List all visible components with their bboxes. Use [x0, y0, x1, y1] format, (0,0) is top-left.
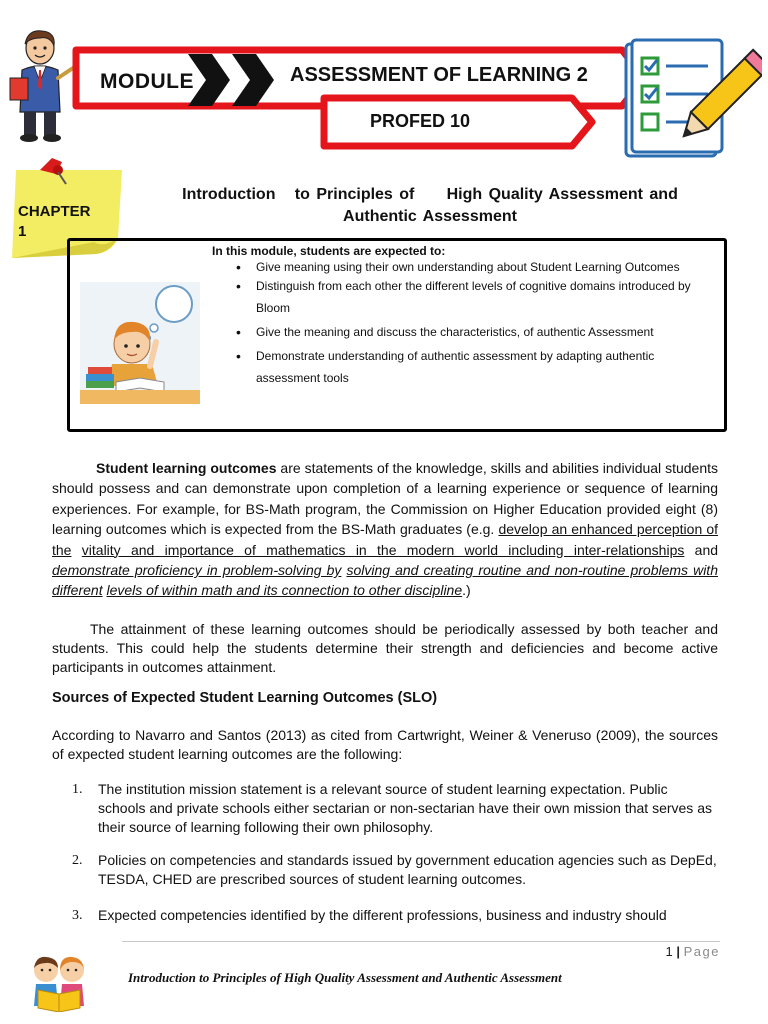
- objective-item: • Give the meaning and discuss the characteristics, of authentic Assessment: [236, 321, 696, 343]
- underlined-text: develop an enhanced perception of the: [52, 521, 719, 558]
- list-number: 1.: [72, 782, 83, 797]
- chapter-number: 1: [18, 223, 27, 240]
- sources-list: [72, 851, 718, 889]
- text-run: The attainment of these learning outcomes should be periodically assessed by both teacher and students. This could help the students determine their strength and deficiencies and become active participants in outcomes attainment.: [52, 621, 718, 675]
- module-banner: [62, 42, 652, 154]
- underlined-italic-text: levels of within math and its connection to other discipline: [106, 582, 463, 599]
- text-run: .): [462, 582, 471, 599]
- page-number: [666, 944, 721, 959]
- section-heading: Sources of Expected Student Learning Outcomes (SLO): [52, 690, 438, 706]
- list-number: 2.: [72, 853, 83, 868]
- page-number-value: 1: [665, 944, 673, 959]
- pushpin-icon: [36, 154, 76, 190]
- footer-divider: [122, 941, 720, 942]
- list-number: 3.: [72, 908, 83, 923]
- list-text: The institution mission statement is a relevant source of student learning expectation. Public schools and private schools either sectarian or non-sectarian have their own mission that serves as their source of learning following their own philosophy.: [98, 781, 712, 835]
- kids-reading-illustration: [18, 950, 100, 1012]
- text-run: are statements of the knowledge, skills and abilities individual students should possess and can demonstrate upon completion of a learning experience or sequence of learning experiences. For example, for BS-Math program, the Commission on Higher Education provided eight (8) learning outcomes which is expected from the BS-Math graduates (e.g.: [52, 460, 718, 538]
- objectives-list: [236, 259, 696, 389]
- list-text: Policies on competencies and standards issued by government education agencies such as DepEd, TESDA, CHED are prescribed sources of student learning outcomes.: [98, 852, 717, 887]
- chapter-word: CHAPTER: [18, 203, 91, 220]
- page-word: Page: [683, 944, 720, 959]
- module-label: MODULE: [100, 70, 194, 93]
- objective-item: • Distinguish from each other the different levels of cognitive domains introduced by Bloom: [236, 275, 696, 319]
- list-item: [72, 906, 718, 925]
- footer-title: Introduction to Principles of High Quality Assessment and Authentic Assessment: [128, 970, 562, 985]
- student-thinking-illustration: [80, 282, 200, 404]
- list-item: [72, 851, 718, 889]
- sources-list: [72, 780, 718, 837]
- module-code: PROFED 10: [370, 111, 471, 131]
- checklist-pencil-icon: [612, 38, 762, 166]
- chapter-title-line1: Introduction to Principles of High Quality Assessment and: [182, 186, 678, 203]
- module-title: ASSESSMENT OF LEARNING 2: [290, 64, 588, 86]
- slo-term: Student learning outcomes: [96, 460, 277, 476]
- chapter-title: [150, 184, 710, 228]
- sources-intro-paragraph: According to Navarro and Santos (2013) as cited from Cartwright, Weiner & Veneruso (2009), the sources of expected student learning outcomes are the following:: [52, 727, 718, 762]
- underlined-italic-text: demonstrate proficiency in problem-solving by: [52, 562, 342, 579]
- slo-definition-paragraph: [52, 458, 718, 601]
- sources-list: [72, 906, 718, 925]
- chapter-label: [18, 202, 114, 242]
- list-item: [72, 780, 718, 837]
- objective-item: • Give meaning using their own understanding about Student Learning Outcomes: [236, 259, 696, 275]
- chapter-title-line2: Authentic Assessment: [343, 208, 517, 225]
- objectives-heading: In this module, students are expected to:: [212, 244, 446, 258]
- list-text: Expected competencies identified by the different professions, business and industry should: [98, 907, 667, 923]
- underlined-text: vitality and importance of mathematics in the modern world including inter-relationships: [81, 541, 685, 558]
- underlined-italic-text: solving and creating routine and non-routine problems with different: [52, 562, 718, 599]
- text-run: and: [684, 541, 719, 558]
- attainment-paragraph: [52, 620, 718, 677]
- objective-item: • Demonstrate understanding of authentic assessment by adapting authentic assessment tools: [236, 345, 696, 389]
- page-number-separator: |: [676, 944, 680, 959]
